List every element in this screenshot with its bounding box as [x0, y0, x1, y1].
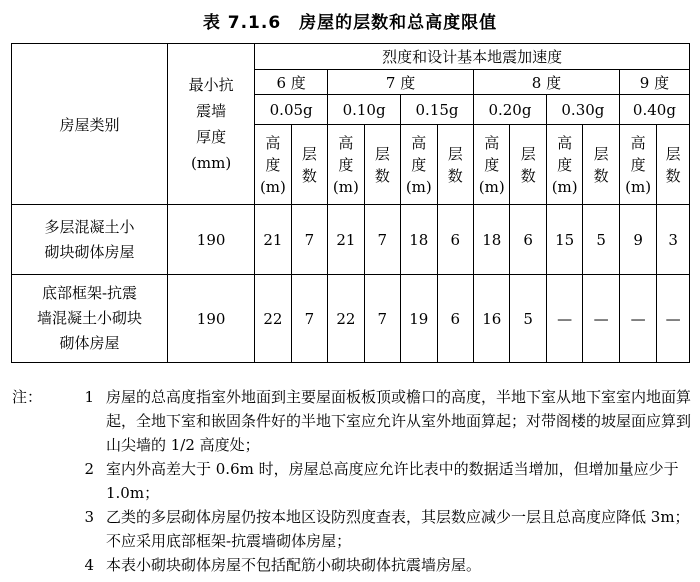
- note-number: 4: [84, 556, 94, 574]
- floors-subheader-char: 数: [374, 166, 390, 185]
- category-line: 多层混凝土小: [44, 217, 135, 236]
- height-subheader: [619, 125, 656, 205]
- height-value-cell: —: [546, 275, 582, 363]
- thickness-cell: 190: [168, 275, 255, 363]
- height-value-cell: 19: [401, 275, 437, 363]
- note-text: 本表小砌块砌体房屋不包括配筋小砌块砌体抗震墙房屋。: [106, 556, 482, 574]
- floors-value-cell: 6: [437, 205, 473, 275]
- category-cell: [12, 205, 168, 275]
- height-subheader-char: (m): [259, 177, 286, 196]
- acceleration-cell: 0.40g: [619, 95, 689, 125]
- floors-value-cell: —: [657, 275, 690, 363]
- floors-value-cell: 7: [291, 275, 327, 363]
- height-subheader: [328, 125, 364, 205]
- floors-subheader: [583, 125, 619, 205]
- degree-9: 9 度: [619, 70, 689, 95]
- height-subheader: [401, 125, 437, 205]
- floors-value-cell: 7: [291, 205, 327, 275]
- note-number: 3: [84, 508, 94, 526]
- floors-subheader-char: 层: [593, 144, 609, 163]
- floors-subheader: [291, 125, 327, 205]
- floors-subheader-char: 数: [447, 166, 463, 185]
- floors-value-cell: 3: [657, 205, 690, 275]
- height-subheader-char: 度: [557, 155, 573, 174]
- table-row: [12, 275, 690, 363]
- note-text: 乙类的多层砌体房屋仍按本地区设防烈度查表，其层数应减少一层且总高度应降低 3m；不应采用底部框架-抗震墙砌体房屋；: [106, 508, 690, 550]
- height-subheader-char: (m): [625, 177, 652, 196]
- height-limit-table: [11, 43, 690, 363]
- floors-value-cell: 7: [364, 275, 400, 363]
- height-subheader-char: 高: [557, 133, 573, 152]
- table-row: [12, 205, 690, 275]
- height-value-cell: 22: [255, 275, 291, 363]
- thickness-header-line: (mm): [191, 154, 232, 172]
- height-subheader-char: 高: [484, 133, 500, 152]
- note-text: 房屋的总高度指室外地面到主要屋面板板顶或檐口的高度，半地下室从地下室室内地面算起，全地下室和嵌固条件好的半地下室应允许从室外地面算起；对带阁楼的坡屋面应算到山尖墙的 1/2 高度处；: [106, 388, 692, 454]
- acceleration-cell: 0.15g: [401, 95, 474, 125]
- floors-subheader-char: 数: [593, 166, 609, 185]
- height-subheader-char: 度: [338, 155, 354, 174]
- category-cell: [12, 275, 168, 363]
- height-subheader-char: 度: [484, 155, 500, 174]
- acceleration-cell: 0.05g: [255, 95, 328, 125]
- height-subheader: [474, 125, 510, 205]
- category-line: 底部框架-抗震: [41, 284, 138, 302]
- thickness-header-line: 最小抗: [188, 76, 234, 94]
- note-text: 室内外高差大于 0.6m 时，房屋总高度应允许比表中的数据适当增加，但增加量应少于 1.0m；: [106, 460, 679, 502]
- notes-label: 注：: [12, 388, 43, 406]
- height-subheader-char: 高: [265, 133, 281, 152]
- height-value-cell: —: [619, 275, 656, 363]
- thickness-header-line: 震墙: [196, 102, 227, 120]
- note-number: 2: [84, 460, 94, 478]
- floors-subheader-char: 数: [520, 166, 536, 185]
- height-subheader: [255, 125, 291, 205]
- degree-8: 8 度: [474, 70, 620, 95]
- table-title: 表 7.1.6 房屋的层数和总高度限值: [202, 13, 498, 33]
- height-value-cell: 18: [474, 205, 510, 275]
- floors-subheader-char: 数: [665, 166, 681, 185]
- floors-subheader: [364, 125, 400, 205]
- notes: [12, 385, 692, 577]
- height-subheader-char: (m): [405, 177, 432, 196]
- thickness-cell: 190: [168, 205, 255, 275]
- floors-subheader-char: 数: [301, 166, 317, 185]
- floors-subheader-char: 层: [520, 144, 536, 163]
- height-value-cell: 9: [619, 205, 656, 275]
- category-line: 砌体房屋: [59, 334, 120, 352]
- height-value-cell: 21: [255, 205, 291, 275]
- floors-subheader: [657, 125, 690, 205]
- floors-subheader-char: 层: [665, 144, 681, 163]
- height-subheader-char: 度: [265, 155, 281, 174]
- height-value-cell: 22: [328, 275, 364, 363]
- acceleration-cell: 0.10g: [328, 95, 401, 125]
- acceleration-cell: 0.20g: [474, 95, 547, 125]
- floors-subheader-char: 层: [374, 144, 390, 163]
- height-subheader-char: 度: [411, 155, 427, 174]
- intensity-header: 烈度和设计基本地震加速度: [255, 44, 690, 70]
- degree-7: 7 度: [328, 70, 474, 95]
- floors-subheader: [437, 125, 473, 205]
- min-thickness-header-cell: [168, 44, 255, 205]
- floors-value-cell: 6: [437, 275, 473, 363]
- note-number: 1: [84, 388, 94, 406]
- floors-value-cell: 5: [583, 205, 619, 275]
- thickness-header-line: 厚度: [196, 128, 227, 146]
- height-subheader-char: 高: [411, 133, 427, 152]
- height-value-cell: 16: [474, 275, 510, 363]
- floors-subheader-char: 层: [301, 144, 317, 163]
- height-value-cell: 18: [401, 205, 437, 275]
- height-value-cell: 15: [546, 205, 582, 275]
- height-subheader-char: 高: [338, 133, 354, 152]
- floors-value-cell: —: [583, 275, 619, 363]
- height-subheader-char: 度: [630, 155, 646, 174]
- floors-value-cell: 5: [510, 275, 546, 363]
- floors-value-cell: 6: [510, 205, 546, 275]
- acceleration-cell: 0.30g: [546, 95, 619, 125]
- floors-subheader-char: 层: [447, 144, 463, 163]
- degree-6: 6 度: [255, 70, 328, 95]
- floors-value-cell: 7: [364, 205, 400, 275]
- height-subheader-char: (m): [332, 177, 359, 196]
- height-subheader: [546, 125, 582, 205]
- category-header: 房屋类别: [59, 115, 120, 134]
- category-header-cell: [12, 44, 168, 205]
- category-line: 墙混凝土小砌块: [37, 309, 143, 327]
- height-value-cell: 21: [328, 205, 364, 275]
- height-subheader-char: (m): [478, 177, 505, 196]
- height-subheader-char: 高: [630, 133, 646, 152]
- floors-subheader: [510, 125, 546, 205]
- category-line: 砌块砌体房屋: [44, 242, 135, 261]
- height-subheader-char: (m): [551, 177, 578, 196]
